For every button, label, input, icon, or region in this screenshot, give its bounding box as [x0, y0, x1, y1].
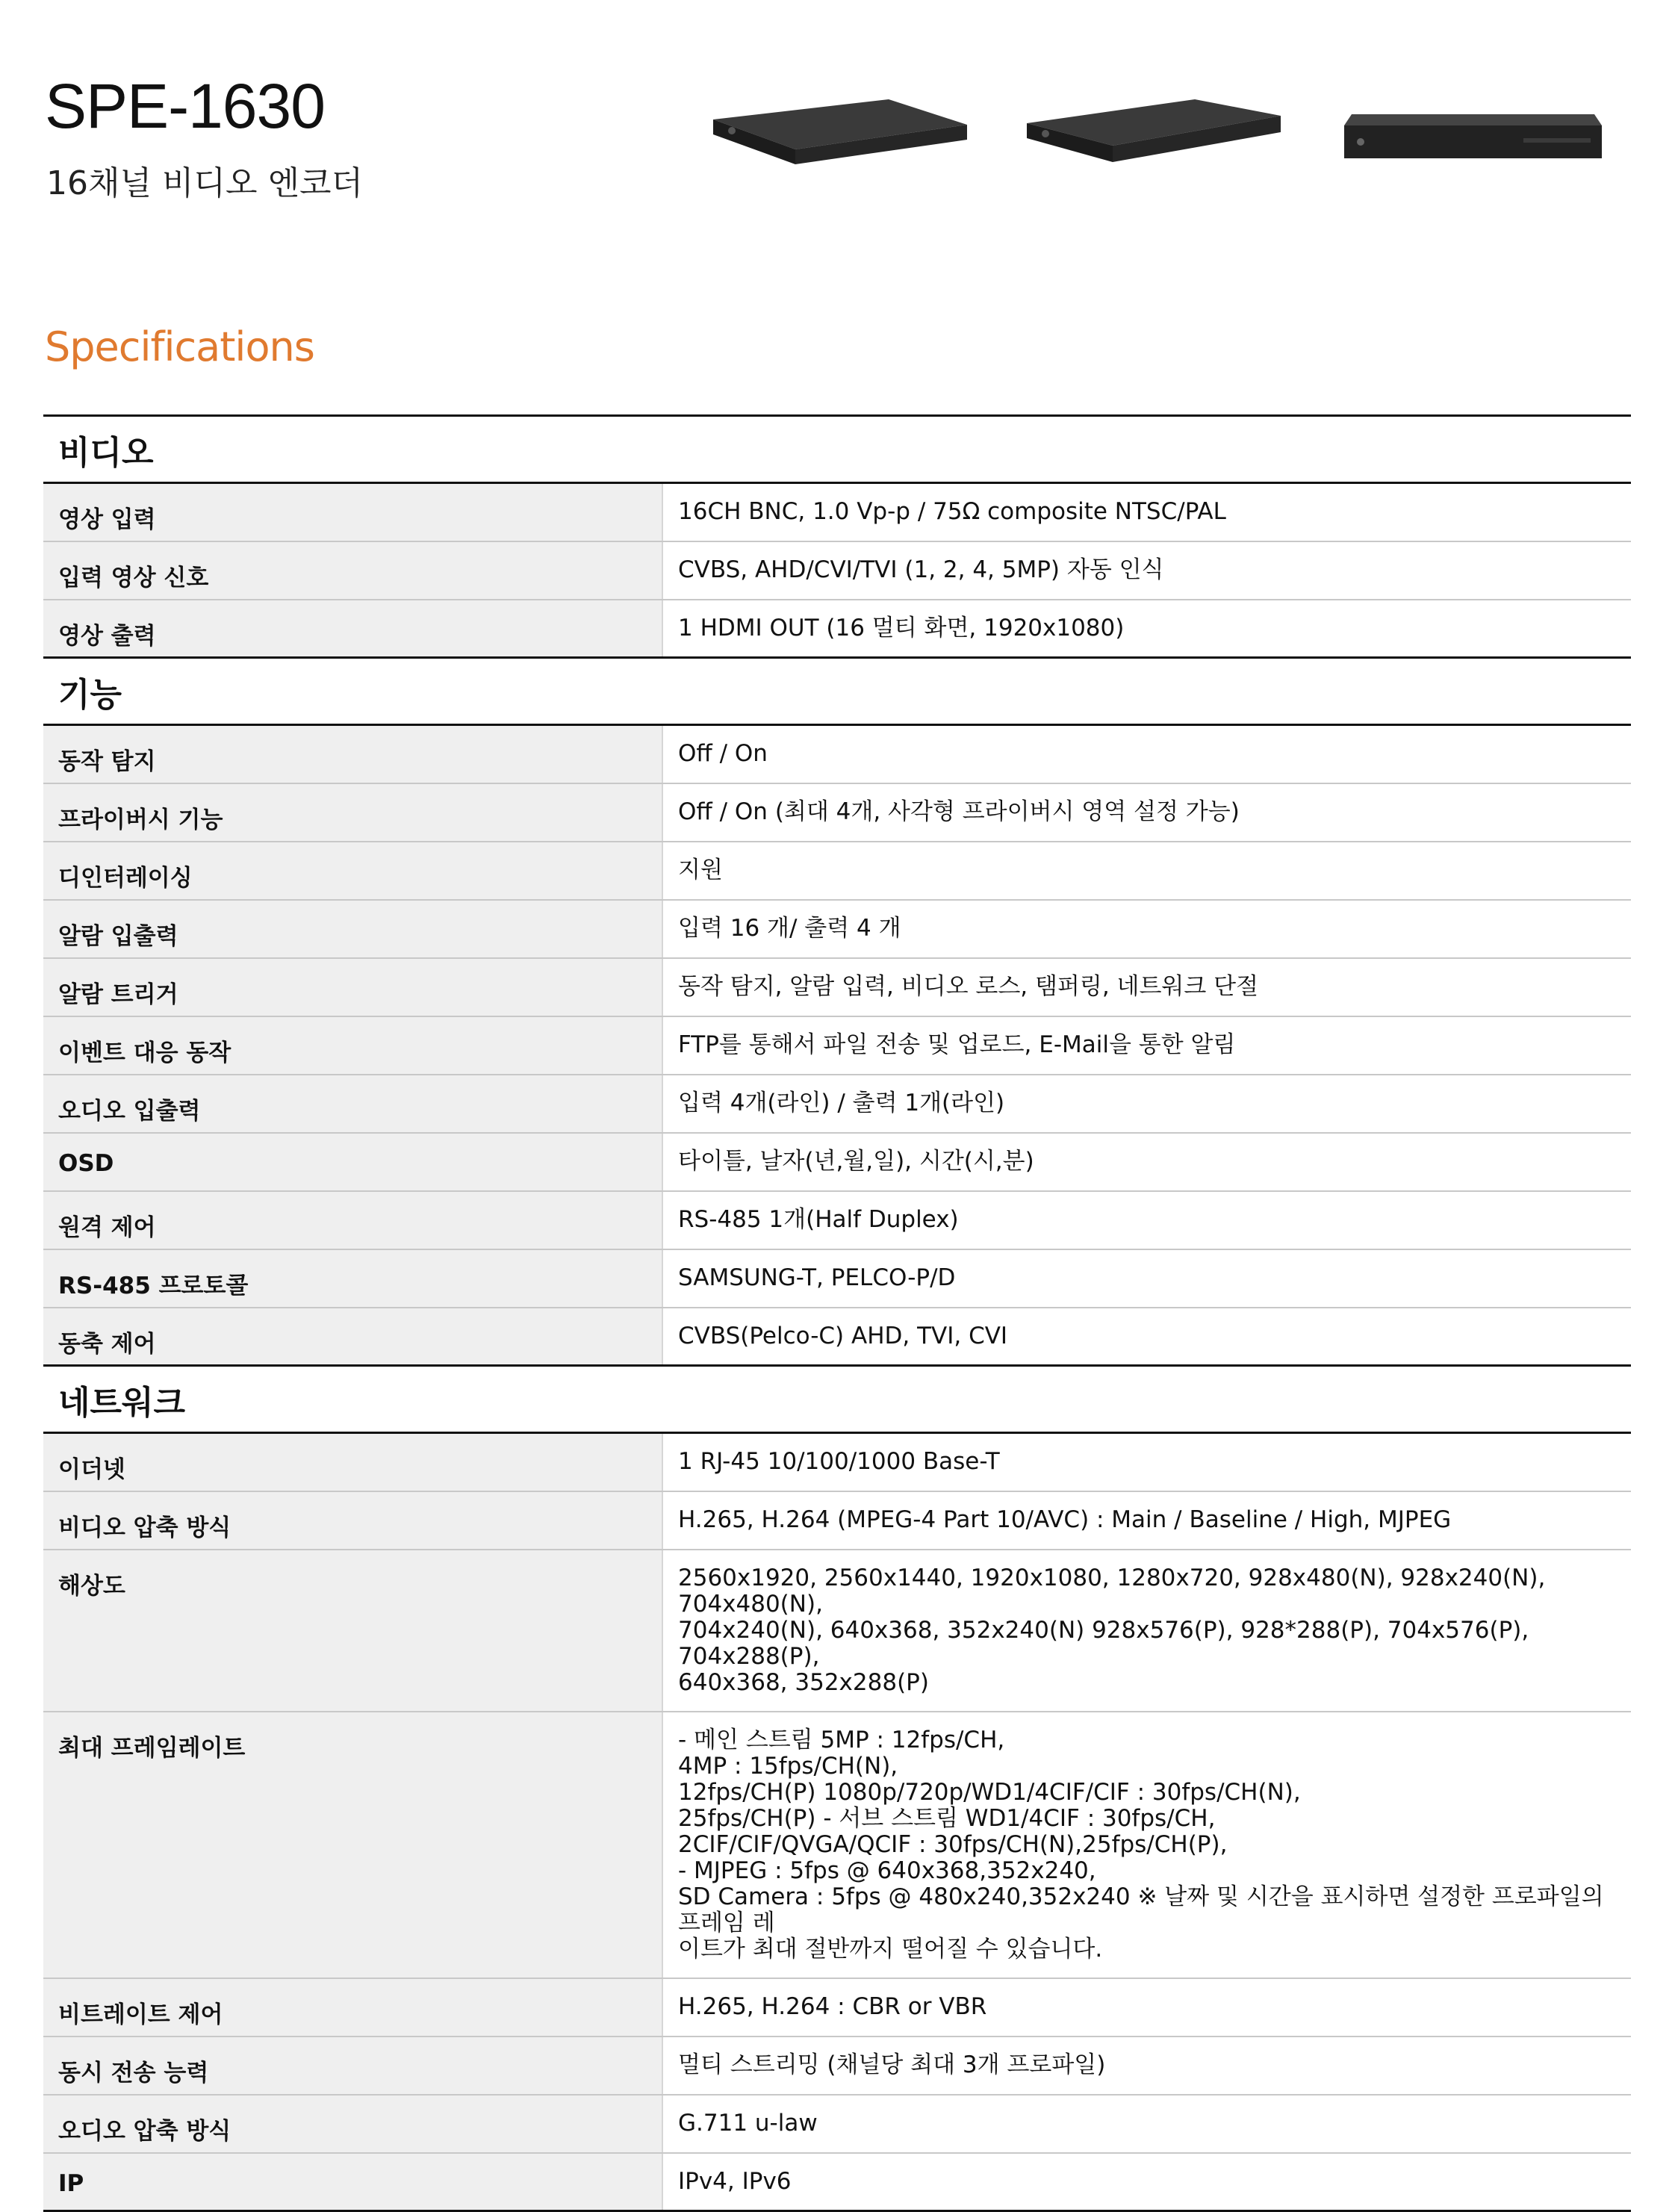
spec-row: [43, 1192, 1631, 1250]
spec-row: [43, 2154, 1631, 2212]
spec-label: 오디오 입출력: [43, 1075, 663, 1132]
spec-label: 알람 입출력: [43, 901, 663, 957]
spec-label: 이벤트 대응 동작: [43, 1017, 663, 1074]
section-heading: 비디오: [43, 417, 1631, 484]
spec-value: 입력 4개(라인) / 출력 1개(라인): [678, 1090, 1005, 1116]
spec-label: 입력 영상 신호: [43, 542, 663, 599]
spec-value: H.265, H.264 (MPEG-4 Part 10/AVC) : Main / Baseline / High, MJPEG: [678, 1506, 1452, 1533]
spec-value: - 메인 스트림 5MP : 12fps/CH, 4MP : 15fps/CH(N), 12fps/CH(P) 1080p/720p/WD1/4CIF/CIF : 30fps/CH(N), 25fps/CH(P) - 서브 스트림 WD1/4CIF : 30fps/CH, 2CIF/CIF/QVGA/QCIF : 30fps/CH(N),25fps/CH(P), - MJPEG : 5fps @ 640x368,352x240, SD Camera : 5fps @ 480x240,352x240 ※ 날짜 및 시간을 표시하면 설정한 프로파일의 프레임 레 이트가 최대 절반까지 떨어질 수 있습니다.: [678, 1727, 1604, 1963]
spec-value: CVBS(Pelco-C) AHD, TVI, CVI: [678, 1323, 1008, 1349]
spec-value: G.711 u-law: [678, 2110, 818, 2137]
spec-label: RS-485 프로토콜: [43, 1250, 663, 1307]
spec-value: 1 HDMI OUT (16 멀티 화면, 1920x1080): [678, 615, 1125, 641]
spec-value: 멀티 스트리밍 (채널당 최대 3개 프로파일): [678, 2051, 1106, 2078]
spec-row: [43, 1250, 1631, 1308]
spec-label: 디인터레이싱: [43, 842, 663, 899]
spec-label: 프라이버시 기능: [43, 784, 663, 841]
spec-label: 비트레이트 제어: [43, 1979, 663, 2036]
spec-row: [43, 1492, 1631, 1550]
spec-row: [43, 1134, 1631, 1192]
product-photos: [0, 78, 1675, 168]
spec-value: Off / On (최대 4개, 사각형 프라이버시 영역 설정 가능): [678, 798, 1240, 825]
spec-label: 동작 탐지: [43, 726, 663, 783]
spec-row: [43, 1550, 1631, 1712]
spec-value: FTP를 통해서 파일 전송 및 업로드, E-Mail을 통한 알림: [678, 1031, 1236, 1058]
spec-table: [43, 414, 1631, 2212]
spec-row: [43, 600, 1631, 659]
spec-row: [43, 901, 1631, 959]
device-front-right-view: [1023, 93, 1284, 168]
device-front-left-view: [709, 93, 971, 168]
spec-row: [43, 726, 1631, 784]
spec-value: RS-485 1개(Half Duplex): [678, 1206, 959, 1233]
spec-label: 해상도: [43, 1550, 663, 1711]
spec-row: [43, 2037, 1631, 2096]
spec-row: [43, 484, 1631, 542]
spec-label: IP: [43, 2154, 663, 2210]
spec-row: [43, 784, 1631, 842]
spec-row: [43, 1712, 1631, 1979]
spec-value: 1 RJ-45 10/100/1000 Base-T: [678, 1448, 1000, 1475]
spec-value: SAMSUNG-T, PELCO-P/D: [678, 1264, 956, 1291]
spec-row: [43, 1979, 1631, 2037]
spec-value: 지원: [678, 857, 723, 883]
section-heading: 네트워크: [43, 1367, 1631, 1434]
spec-label: 원격 제어: [43, 1192, 663, 1249]
spec-row: [43, 1434, 1631, 1492]
device-front-view: [1344, 99, 1602, 163]
spec-label: 영상 입력: [43, 484, 663, 541]
spec-row: [43, 1017, 1631, 1075]
spec-value: IPv4, IPv6: [678, 2168, 792, 2195]
spec-row: [43, 959, 1631, 1017]
spec-row: [43, 842, 1631, 901]
spec-value: 2560x1920, 2560x1440, 1920x1080, 1280x720, 928x480(N), 928x240(N), 704x480(N), 704x240(N), 640x368, 352x240(N) 928x576(P), 928*288(P), 704x576(P), 704x288(P), 640x368, 352x288(P): [678, 1565, 1546, 1696]
spec-value: 16CH BNC, 1.0 Vp-p / 75Ω composite NTSC/PAL: [678, 498, 1226, 525]
spec-row: [43, 542, 1631, 600]
spec-value: 동작 탐지, 알람 입력, 비디오 로스, 탬퍼링, 네트워크 단절: [678, 973, 1259, 1000]
spec-value: 입력 16 개/ 출력 4 개: [678, 915, 901, 942]
spec-label: 최대 프레임레이트: [43, 1712, 663, 1978]
spec-label: OSD: [43, 1134, 663, 1190]
section-heading: 기능: [43, 659, 1631, 726]
spec-label: 비디오 압축 방식: [43, 1492, 663, 1549]
spec-label: 동축 제어: [43, 1308, 663, 1364]
spec-label: 동시 전송 능력: [43, 2037, 663, 2094]
product-subtitle: 16채널 비디오 엔코더: [46, 164, 363, 202]
spec-label: 이더넷: [43, 1434, 663, 1491]
spec-label: 오디오 압축 방식: [43, 2096, 663, 2152]
spec-label: 알람 트리거: [43, 959, 663, 1016]
spec-value: Off / On: [678, 740, 768, 767]
spec-row: [43, 1308, 1631, 1367]
spec-value: CVBS, AHD/CVI/TVI (1, 2, 4, 5MP) 자동 인식: [678, 556, 1164, 583]
spec-value: H.265, H.264 : CBR or VBR: [678, 1993, 987, 2020]
spec-value: 타이틀, 날자(년,월,일), 시간(시,분): [678, 1148, 1034, 1175]
spec-row: [43, 1075, 1631, 1134]
specifications-heading: Specifications: [45, 323, 314, 370]
model-title: SPE-1630: [45, 71, 325, 141]
spec-row: [43, 2096, 1631, 2154]
spec-label: 영상 출력: [43, 600, 663, 656]
